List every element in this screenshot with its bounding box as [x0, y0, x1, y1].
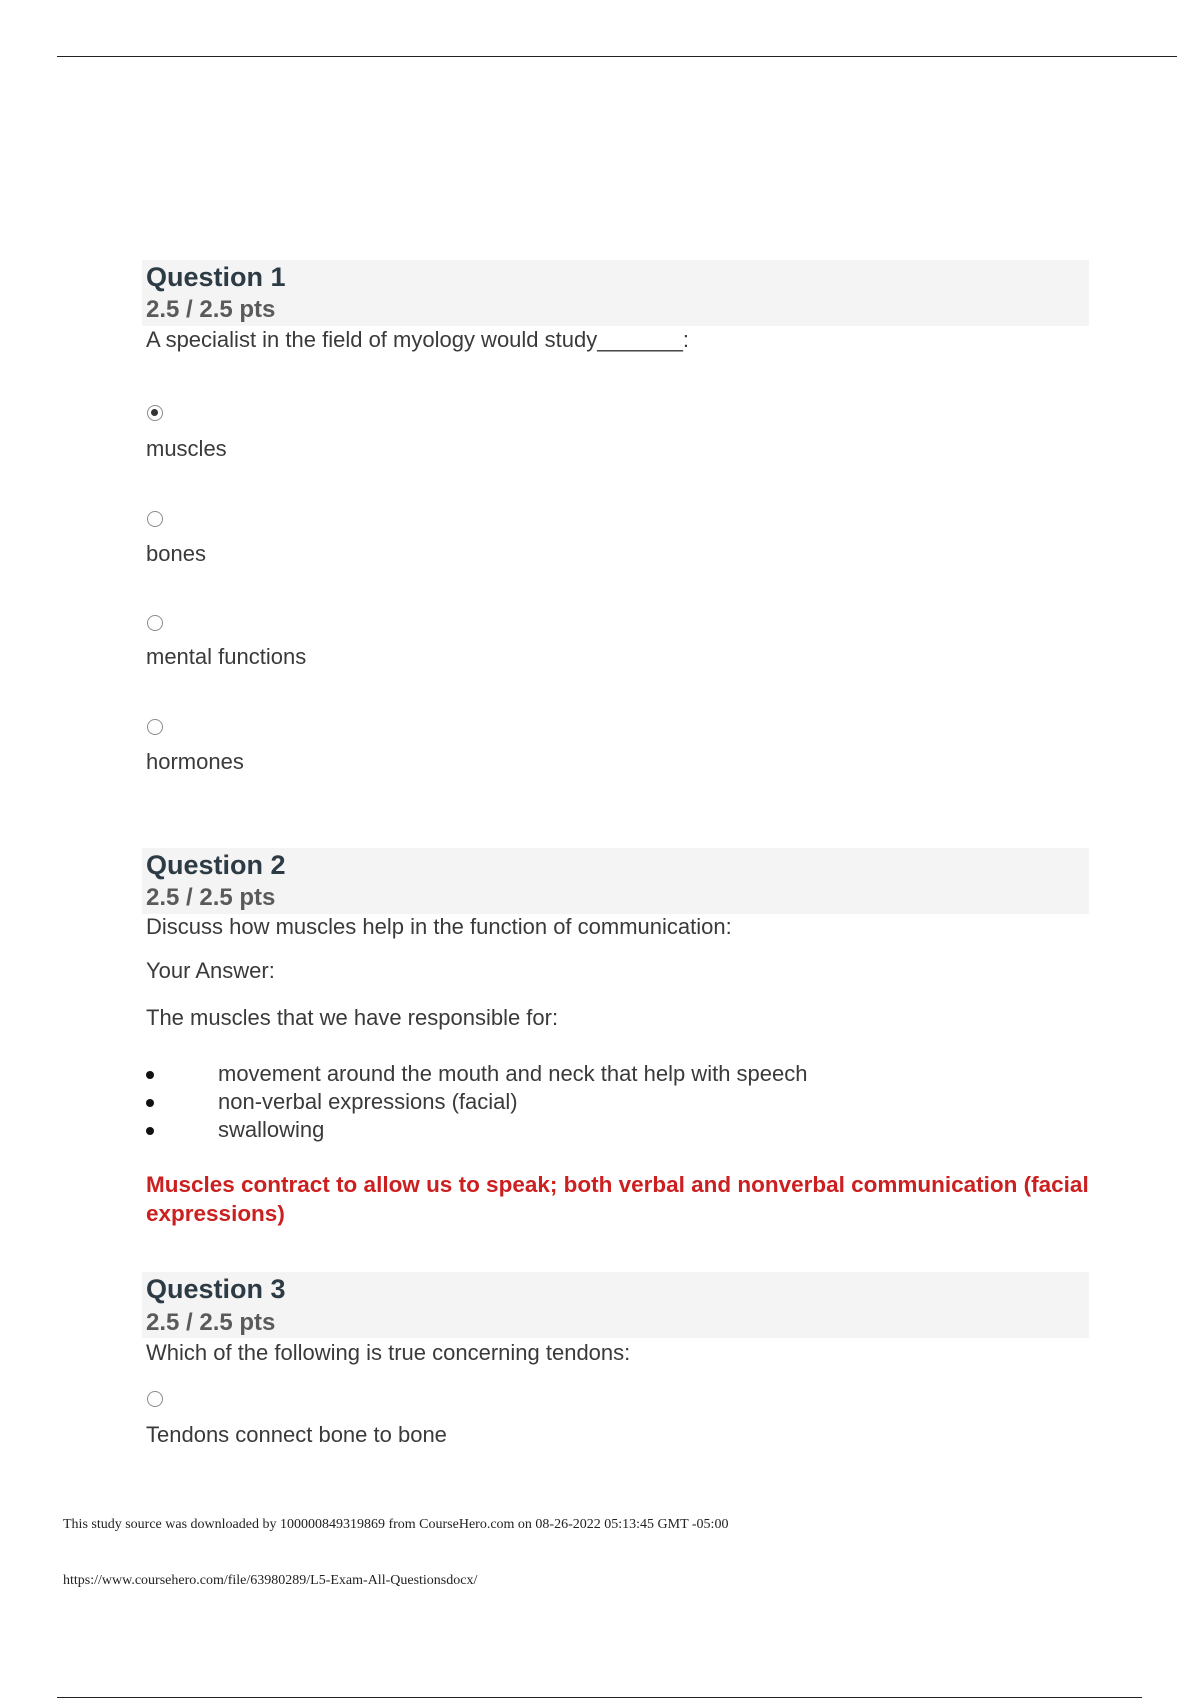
radio-tendons-bone-to-bone[interactable]: [147, 1391, 163, 1407]
radio-muscles[interactable]: [147, 405, 163, 421]
top-rule: [57, 56, 1177, 57]
question-3-title: Question 3: [146, 1274, 286, 1304]
answer-bullet-1: movement around the mouth and neck that help with speech: [218, 1061, 808, 1086]
bottom-rule: [57, 1697, 1142, 1698]
question-3-points: 2.5 / 2.5 pts: [146, 1309, 276, 1336]
question-2-title: Question 2: [146, 850, 286, 880]
download-source-line: This study source was downloaded by 100000849319869 from CourseHero.com on 08-26-2022 05:13:45 GMT -05:00: [63, 1517, 729, 1532]
question-1-prompt: A specialist in the field of myology would study_______:: [146, 327, 689, 352]
bullet-dot: [146, 1071, 154, 1079]
radio-mental-functions[interactable]: [147, 615, 163, 631]
option-label-bones[interactable]: bones: [146, 541, 206, 566]
bullet-dot: [146, 1127, 154, 1135]
answer-bullet-2: non-verbal expressions (facial): [218, 1089, 518, 1114]
your-answer-label: Your Answer:: [146, 958, 275, 983]
question-2-prompt: Discuss how muscles help in the function of communication:: [146, 914, 732, 939]
source-url[interactable]: https://www.coursehero.com/file/63980289/L5-Exam-All-Questionsdocx/: [63, 1573, 478, 1588]
option-label-mental-functions[interactable]: mental functions: [146, 644, 307, 669]
option-label-tendons-bone-to-bone[interactable]: Tendons connect bone to bone: [146, 1422, 447, 1447]
radio-bones[interactable]: [147, 511, 163, 527]
question-1-title: Question 1: [146, 262, 286, 292]
option-label-muscles[interactable]: muscles: [146, 436, 227, 461]
option-label-hormones[interactable]: hormones: [146, 749, 244, 774]
answer-bullet-3: swallowing: [218, 1117, 325, 1142]
answer-intro: The muscles that we have responsible for:: [146, 1005, 559, 1030]
question-3-prompt: Which of the following is true concerning tendons:: [146, 1340, 631, 1365]
question-1-points: 2.5 / 2.5 pts: [146, 296, 276, 323]
bullet-dot: [146, 1099, 154, 1107]
question-2-points: 2.5 / 2.5 pts: [146, 884, 276, 911]
radio-hormones[interactable]: [147, 719, 163, 735]
correct-answer-feedback: Muscles contract to allow us to speak; both verbal and nonverbal communication (facial expressions): [146, 1172, 1089, 1226]
